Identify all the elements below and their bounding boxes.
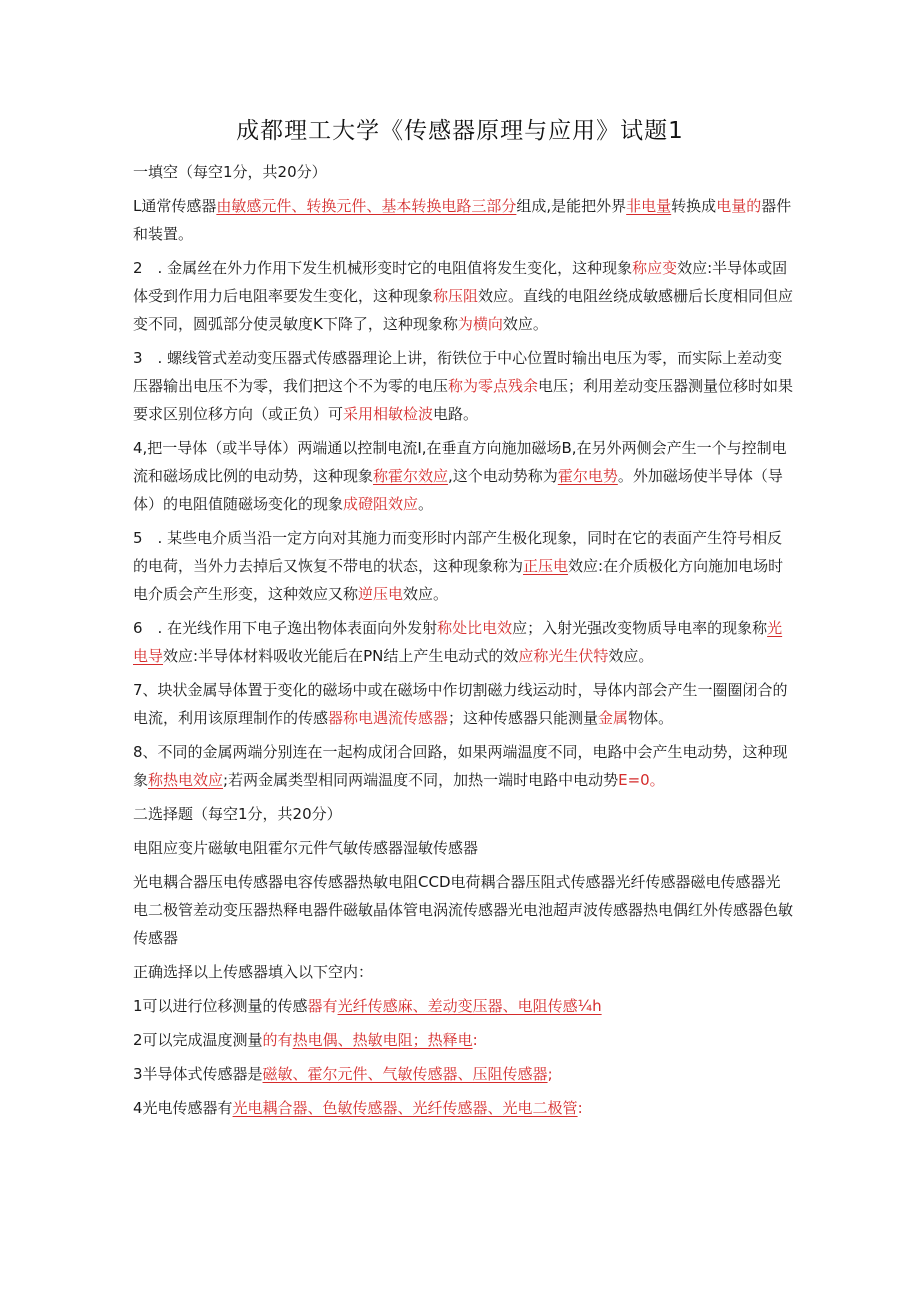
q6-answer: 称处比电效 (437, 619, 513, 637)
c3-answer: ; (547, 1065, 553, 1083)
q5-answer: 正压电 (523, 557, 569, 575)
q7-text: 物体。 (628, 709, 674, 727)
c3-answer: 磁敏、霍尔元件、气敏传感器、压阻传感器 (262, 1065, 548, 1083)
q2-text: 2 . 金属丝在外力作用下发生机械形变时它的电阻值将发生变化，这种现象 (133, 259, 633, 277)
question-2 (133, 254, 795, 338)
question-4 (133, 434, 795, 518)
q3-answer: 采用相敏检波 (343, 405, 434, 423)
q4-text: 。外加磁场使半导体（导体）的电阻值随磁场变化的现象 (133, 467, 783, 513)
q2-answer: 称应变 (632, 259, 678, 277)
q5-text: 5 . 某些电介质当沿一定方向对其施力而变形时内部产生极化现象，同时在它的表面产生符号相反的电荷，当外力去掉后又恢复不带电的状态，这种现象称为 (133, 529, 783, 575)
q8-text: 8、不同的金属两端分别连在一起构成闭合回路，如果两端温度不同，电路中会产生电动势，这种现象 (133, 743, 788, 789)
q6-text: 效应:半导体材料吸收光能后在PN结上产生电动式的效 (163, 647, 519, 665)
section-heading-fill-blank: 一填空（每空1分，共20分） (133, 163, 327, 181)
c1-answer: 器有 (307, 997, 338, 1015)
q3-answer: 称为零点残余 (448, 377, 539, 395)
q3-text: 电压；利用差动变压器测量位移时如果要求区别位移方向（或正负）可 (133, 377, 794, 423)
choice-2 (133, 1026, 795, 1054)
question-5 (133, 524, 795, 608)
q3-text: 电路。 (433, 405, 479, 423)
q2-text: 效应:半导体或固体受到作用力后电阻率要发生变化，这种现象 (133, 259, 788, 305)
q4-text: 。 (418, 495, 434, 513)
c2-answer: : (472, 1031, 478, 1049)
q6-text: 应；入射光强改变物质导电率的现象称 (512, 619, 768, 637)
q6-answer: 光电导 (133, 619, 783, 665)
q4-text: 4,把一导体（或半导体）两端通以控制电流I,在垂直方向施加磁场B,在另外两侧会产生一个与控制电流和磁场成比例的电动势，这种现象 (133, 439, 787, 485)
q6-answer: 应称光生伏特 (518, 647, 609, 665)
q4-answer: 成磴阻效应 (343, 495, 419, 513)
q1-answer: 非电量 (626, 197, 672, 215)
section-heading-choice: 二选择题（每空1分，共20分） (133, 805, 342, 823)
q7-text: ；这种传感器只能测量 (448, 709, 599, 727)
q8-answer: 称热电效应 (148, 771, 224, 789)
sensor-list-1: 电阻应变片磁敏电阻霍尔元件气敏传感器湿敏传感器 (133, 839, 479, 857)
question-3 (133, 344, 795, 428)
c2-answer: 的有 (262, 1031, 293, 1049)
q7-answer: 金属 (598, 709, 629, 727)
q1-text: 组成,是能把外界 (516, 197, 627, 215)
instruction-text: 正确选择以上传感器填入以下空内： (133, 963, 374, 981)
q8-text: ;若两金属类型相同两端温度不同，加热一端时电路中电动势 (223, 771, 619, 789)
c2-text: 2可以完成温度测量 (133, 1031, 263, 1049)
q2-text: 效应。直线的电阻丝绕成敏感栅后长度相同但应变不同，圆弧部分使灵敏度K下降了，这种现象称 (133, 287, 794, 333)
q2-text: 效应。 (502, 315, 548, 333)
c1-answer: 光纤传感麻、差动变压器、电阻传感¼h (337, 997, 602, 1015)
q7-answer: 器称电遇流传感器 (328, 709, 449, 727)
c3-text: 3半导体式传感器是 (133, 1065, 263, 1083)
q4-text: ,这个电动势称为 (448, 467, 558, 485)
q5-text: 效应。 (403, 585, 449, 603)
sensor-list-2: 光电耦合器压电传感器电容传感器热敏电阻CCD电荷耦合器压阻式传感器光纤传感器磁电传感器光电二极管差动变压器热释电器件磁敏晶体管电涡流传感器光电池超声波传感器热电偶红外传感器色敏传感器 (133, 873, 794, 947)
question-1 (133, 192, 795, 248)
c4-answer: 光电耦合器、色敏传感器、光纤传感器、光电二极管 (232, 1099, 578, 1117)
document-body (133, 158, 795, 1128)
q8-answer: E=0。 (618, 771, 665, 789)
q4-answer: 称霍尔效应 (373, 467, 449, 485)
question-8 (133, 738, 795, 794)
c2-answer: 热电偶、热敏电阻；热释电 (292, 1031, 473, 1049)
page-title: 成都理工大学《传感器原理与应用》试题1 (236, 118, 684, 144)
q1-text: L通常传感器 (133, 197, 217, 215)
q5-answer: 逆压电 (358, 585, 404, 603)
q3-text: 3 . 螺线管式差动变压器式传感器理论上讲，衔铁位于中心位置时输出电压为零，而实际上差动变压器输出电压不为零，我们把这个不为零的电压 (133, 349, 783, 395)
q6-text: 效应。 (608, 647, 654, 665)
q7-text: 7、块状金属导体置于变化的磁场中或在磁场中作切割磁力线运动时，导体内部会产生一圈圈闭合的电流，利用该原理制作的传感 (133, 681, 788, 727)
question-6 (133, 614, 795, 670)
c1-text: 1可以进行位移测量的传感 (133, 997, 308, 1015)
c4-text: 4光电传感器有 (133, 1099, 233, 1117)
question-7 (133, 676, 795, 732)
q1-answer: 电量的 (716, 197, 762, 215)
choice-4 (133, 1094, 795, 1122)
c4-answer: : (577, 1099, 583, 1117)
choice-3 (133, 1060, 795, 1088)
choice-1 (133, 992, 795, 1020)
q5-text: 效应:在介质极化方向施加电场时电介质会产生形变，这种效应又称 (133, 557, 784, 603)
q1-text: 器件和装置。 (133, 197, 792, 243)
q1-answer: 由敏感元件、转换元件、基本转换电路三部分 (216, 197, 517, 215)
q6-text: 6 . 在光线作用下电子逸出物体表面向外发射 (133, 619, 438, 637)
q4-answer: 霍尔电势 (557, 467, 618, 485)
q2-answer: 称压阻 (433, 287, 479, 305)
q1-text: 转换成 (671, 197, 717, 215)
q2-answer: 为横向 (457, 315, 503, 333)
